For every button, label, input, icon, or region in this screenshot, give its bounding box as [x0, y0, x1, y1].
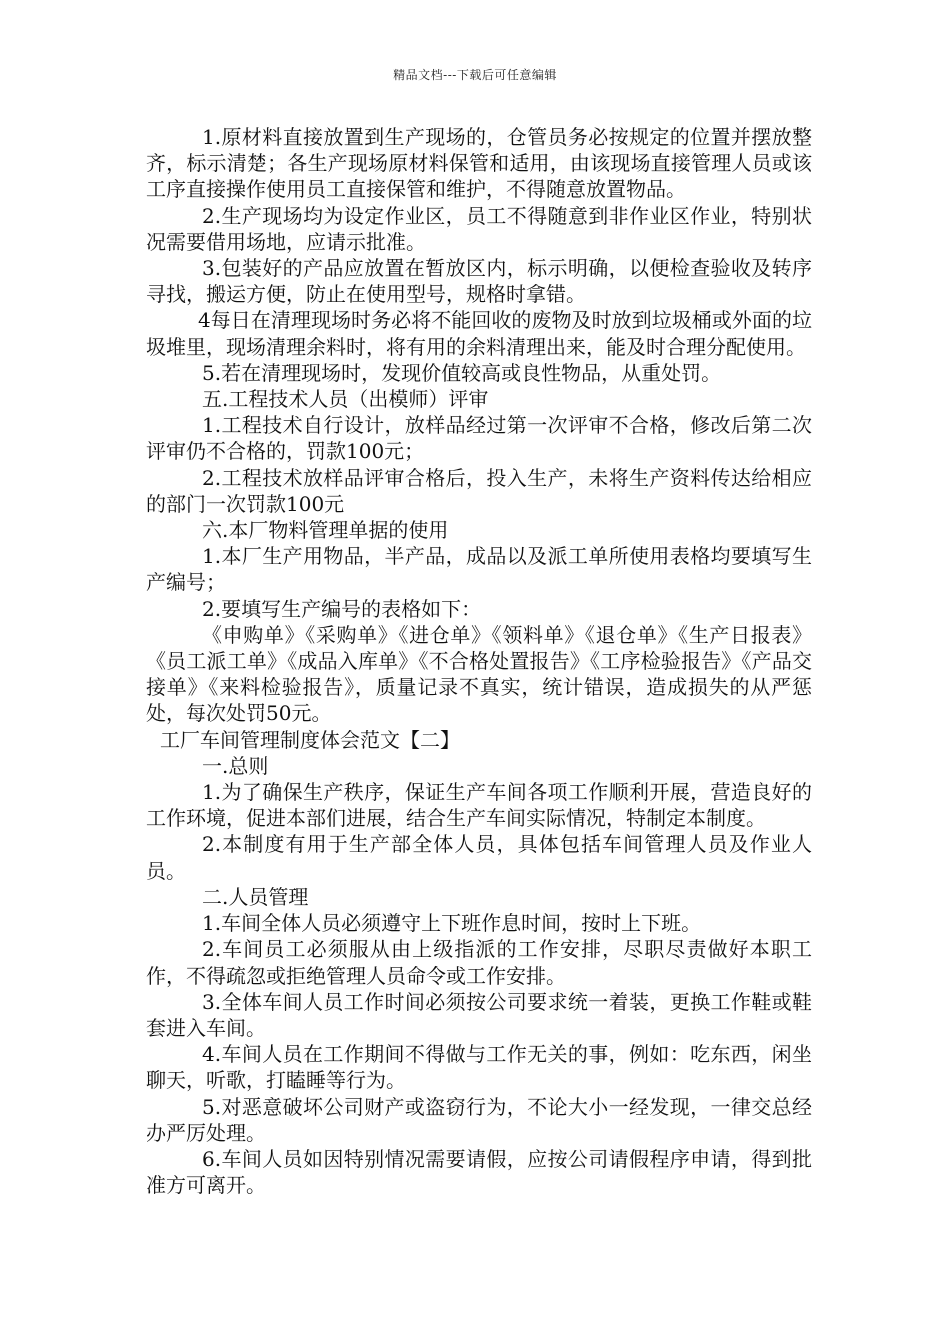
section-heading-material-forms: 六.本厂物料管理单据的使用	[202, 518, 449, 543]
page-header: 精品文档---下载后可任意编辑	[393, 68, 557, 82]
paragraph-forms-list: 《申购单》《采购单》《进仓单》《领料单》《退仓单》《生产日报表》《员工派工单》《成品入库单》《不合格处置报告》《工序检验报告》《产品交接单》《来料检验报告》，质量记录不真实，统计错误，造成损失的从严惩处，每次处罚50元。	[146, 622, 812, 726]
document-body	[146, 124, 812, 1198]
section-heading-engineering-review: 五.工程技术人员（出模师）评审	[202, 387, 489, 412]
paragraph-work-area: 2.生产现场均为设定作业区，员工不得随意到非作业区作业，特别状况需要借用场地，应请示批准。	[146, 203, 812, 254]
article-title-part-two: 工厂车间管理制度体会范文【二】	[160, 727, 460, 752]
paragraph-conduct: 4.车间人员在工作期间不得做与工作无关的事，例如：吃东西，闲坐聊天，听歌，打瞌睡等行为。	[146, 1042, 812, 1093]
paragraph-daily-cleanup: 4每日在清理现场时务必将不能回收的废物及时放到垃圾桶或外面的垃圾堆里，现场清理余料时，将有用的余料清理出来，能及时合理分配使用。	[146, 308, 812, 359]
paragraph-review-fail: 1.工程技术自行设计，放样品经过第一次评审不合格，修改后第二次评审仍不合格的，罚款100元；	[146, 413, 812, 464]
paragraph-purpose: 1.为了确保生产秩序，保证生产车间各项工作顺利开展，营造良好的工作环境，促进本部们进展，结合生产车间实际情况，特制定本制度。	[146, 780, 812, 831]
paragraph-work-hours: 1.车间全体人员必须遵守上下班作息时间，按时上下班。	[202, 911, 702, 936]
paragraph-uniform: 3.全体车间人员工作时间必须按公司要求统一着装，更换工作鞋或鞋套进入车间。	[146, 989, 812, 1040]
section-heading-personnel: 二.人员管理	[202, 884, 309, 909]
paragraph-material-placement: 1.原材料直接放置到生产现场的，仓管员务必按规定的位置并摆放整齐，标示清楚；各生产现场原材料保管和适用，由该现场直接管理人员或该工序直接操作使用员工直接保管和维护，不得随意放置物品。	[146, 125, 812, 202]
paragraph-forms-list-intro: 2.要填写生产编号的表格如下：	[202, 596, 482, 621]
paragraph-obey-assignments: 2.车间员工必须服从由上级指派的工作安排，尽职尽责做好本职工作，不得疏忽或拒绝管理人员命令或工作安排。	[146, 937, 812, 988]
paragraph-leave-request: 6.车间人员如因特别情况需要请假，应按公司请假程序申请，得到批准方可离开。	[146, 1146, 812, 1198]
paragraph-review-pass: 2.工程技术放样品评审合格后，投入生产，未将生产资料传达给相应的部门一次罚款100元	[146, 465, 812, 516]
paragraph-property-damage: 5.对恶意破坏公司财产或盗窃行为，不论大小一经发现，一律交总经办严厉处理。	[146, 1094, 812, 1145]
paragraph-packaged-products: 3.包装好的产品应放置在暂放区内，标示明确，以便检查验收及转序寻找，搬运方便，防止在使用型号，规格时拿错。	[146, 256, 812, 307]
paragraph-scope: 2.本制度有用于生产部全体人员，具体包括车间管理人员及作业人员。	[146, 832, 812, 883]
section-heading-general: 一.总则	[202, 753, 269, 778]
paragraph-production-number: 1.本厂生产用物品，半产品，成品以及派工单所使用表格均要填写生产编号；	[146, 544, 812, 595]
paragraph-cleanup-penalty: 5.若在清理现场时，发现价值较高或良性物品，从重处罚。	[202, 360, 722, 385]
